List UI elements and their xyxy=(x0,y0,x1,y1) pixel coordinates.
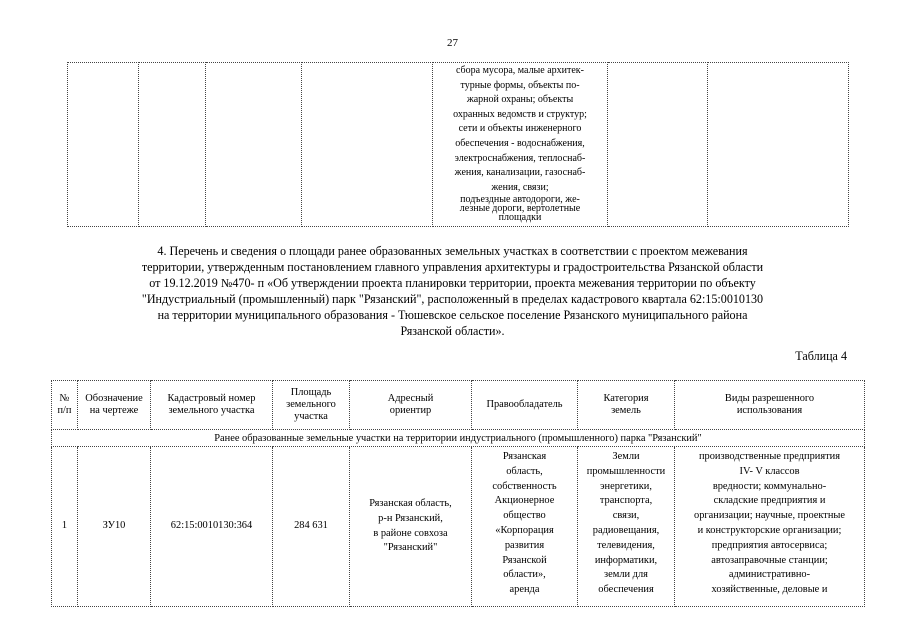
cont-line: жения, связи; xyxy=(491,181,549,193)
header-category: Категория земель xyxy=(578,381,675,430)
cell-address: Рязанская область, р-н Рязанский, в районе совхоза "Рязанский" xyxy=(350,447,472,607)
cont-line: подъездные автодороги, же- xyxy=(460,194,580,206)
cont-line: электроснабжения, теплоснаб- xyxy=(454,152,586,164)
paragraph-line: 4. Перечень и сведения о площади ранее образованных земельных участках в соответствии с проектом межевания xyxy=(157,244,748,258)
table-row xyxy=(52,447,865,607)
cont-line: сети и объекты инженерного xyxy=(458,123,582,135)
table-caption: Таблица 4 xyxy=(795,349,847,363)
cell-designation: ЗУ10 xyxy=(78,447,151,607)
cont-permitted-use-cell xyxy=(433,63,608,227)
cell-category: Земли промышленности энергетики, транспорта, связи, радиовещания, телевидения, информатики, земли для обеспечения xyxy=(578,447,675,607)
header-num: № п/п xyxy=(52,381,78,430)
cont-line: жарной охраны; объекты xyxy=(466,94,574,106)
cont-cell-3 xyxy=(206,63,302,227)
header-cadastral: Кадастровый номер земельного участка xyxy=(151,381,273,430)
header-area: Площадь земельного участка xyxy=(273,381,350,430)
cell-area: 284 631 xyxy=(273,447,350,607)
cont-line: охранных ведомств и структур; xyxy=(453,108,587,120)
cont-cell-7 xyxy=(708,63,849,227)
section-row xyxy=(52,430,865,447)
header-designation: Обозначение на чертеже xyxy=(78,381,151,430)
paragraph-line: от 19.12.2019 №470- п «Об утверждении проекта планировки территории, проекта межевания территории по объекту xyxy=(149,276,756,290)
section-title: Ранее образованные земельные участки на территории индустриального (промышленного) парка "Рязанский" xyxy=(52,430,865,447)
cell-permitted-use: производственные предприятия IV- V классов вредности; коммунально- складские предприятия и организации; научные, проектные и конструкторские организации; предприятия автосервиса; автозаправочные станции; административно- хозяйственные, деловые и xyxy=(675,447,865,607)
cont-cell-4 xyxy=(302,63,433,227)
cell-cadastral: 62:15:0010130:364 xyxy=(151,447,273,607)
table-header-row xyxy=(52,381,865,430)
page-number: 27 xyxy=(447,37,458,49)
cont-cell-6 xyxy=(608,63,708,227)
cont-line: площадки xyxy=(498,212,542,224)
paragraph-line: Рязанской области». xyxy=(400,324,505,338)
section-paragraph xyxy=(40,243,865,339)
cell-owner: Рязанская область, собственность Акционерное общество «Корпорация развития Рязанской области», аренда xyxy=(472,447,578,607)
cont-line: лезные дороги, вертолетные xyxy=(459,203,581,215)
land-plots-table xyxy=(51,380,865,607)
cont-cell-2 xyxy=(139,63,206,227)
cont-line: сбора мусора, малые архитек- xyxy=(455,65,584,76)
header-owner: Правообладатель xyxy=(472,381,578,430)
paragraph-line: "Индустриальный (промышленный) парк "Рязанский", расположенный в пределах кадастрового квартала 62:15:0010130 xyxy=(141,292,764,306)
header-address: Адресный ориентир xyxy=(350,381,472,430)
header-permitted-use: Виды разрешенного использования xyxy=(675,381,865,430)
paragraph-line: территории, утвержденным постановлением главного управления архитектуры и градостроительства Рязанской области xyxy=(141,260,764,274)
cont-line: обеспечения - водоснабжения, xyxy=(455,137,585,149)
cont-cell-1 xyxy=(68,63,139,227)
continuation-table xyxy=(67,62,849,227)
paragraph-line: на территории муниципального образования - Тюшевское сельское поселение Рязанского муниципального района xyxy=(157,308,748,322)
cell-num: 1 xyxy=(52,447,78,607)
cont-line: турные формы, объекты по- xyxy=(460,79,580,91)
cont-line: жения, канализации, газоснаб- xyxy=(454,167,586,179)
